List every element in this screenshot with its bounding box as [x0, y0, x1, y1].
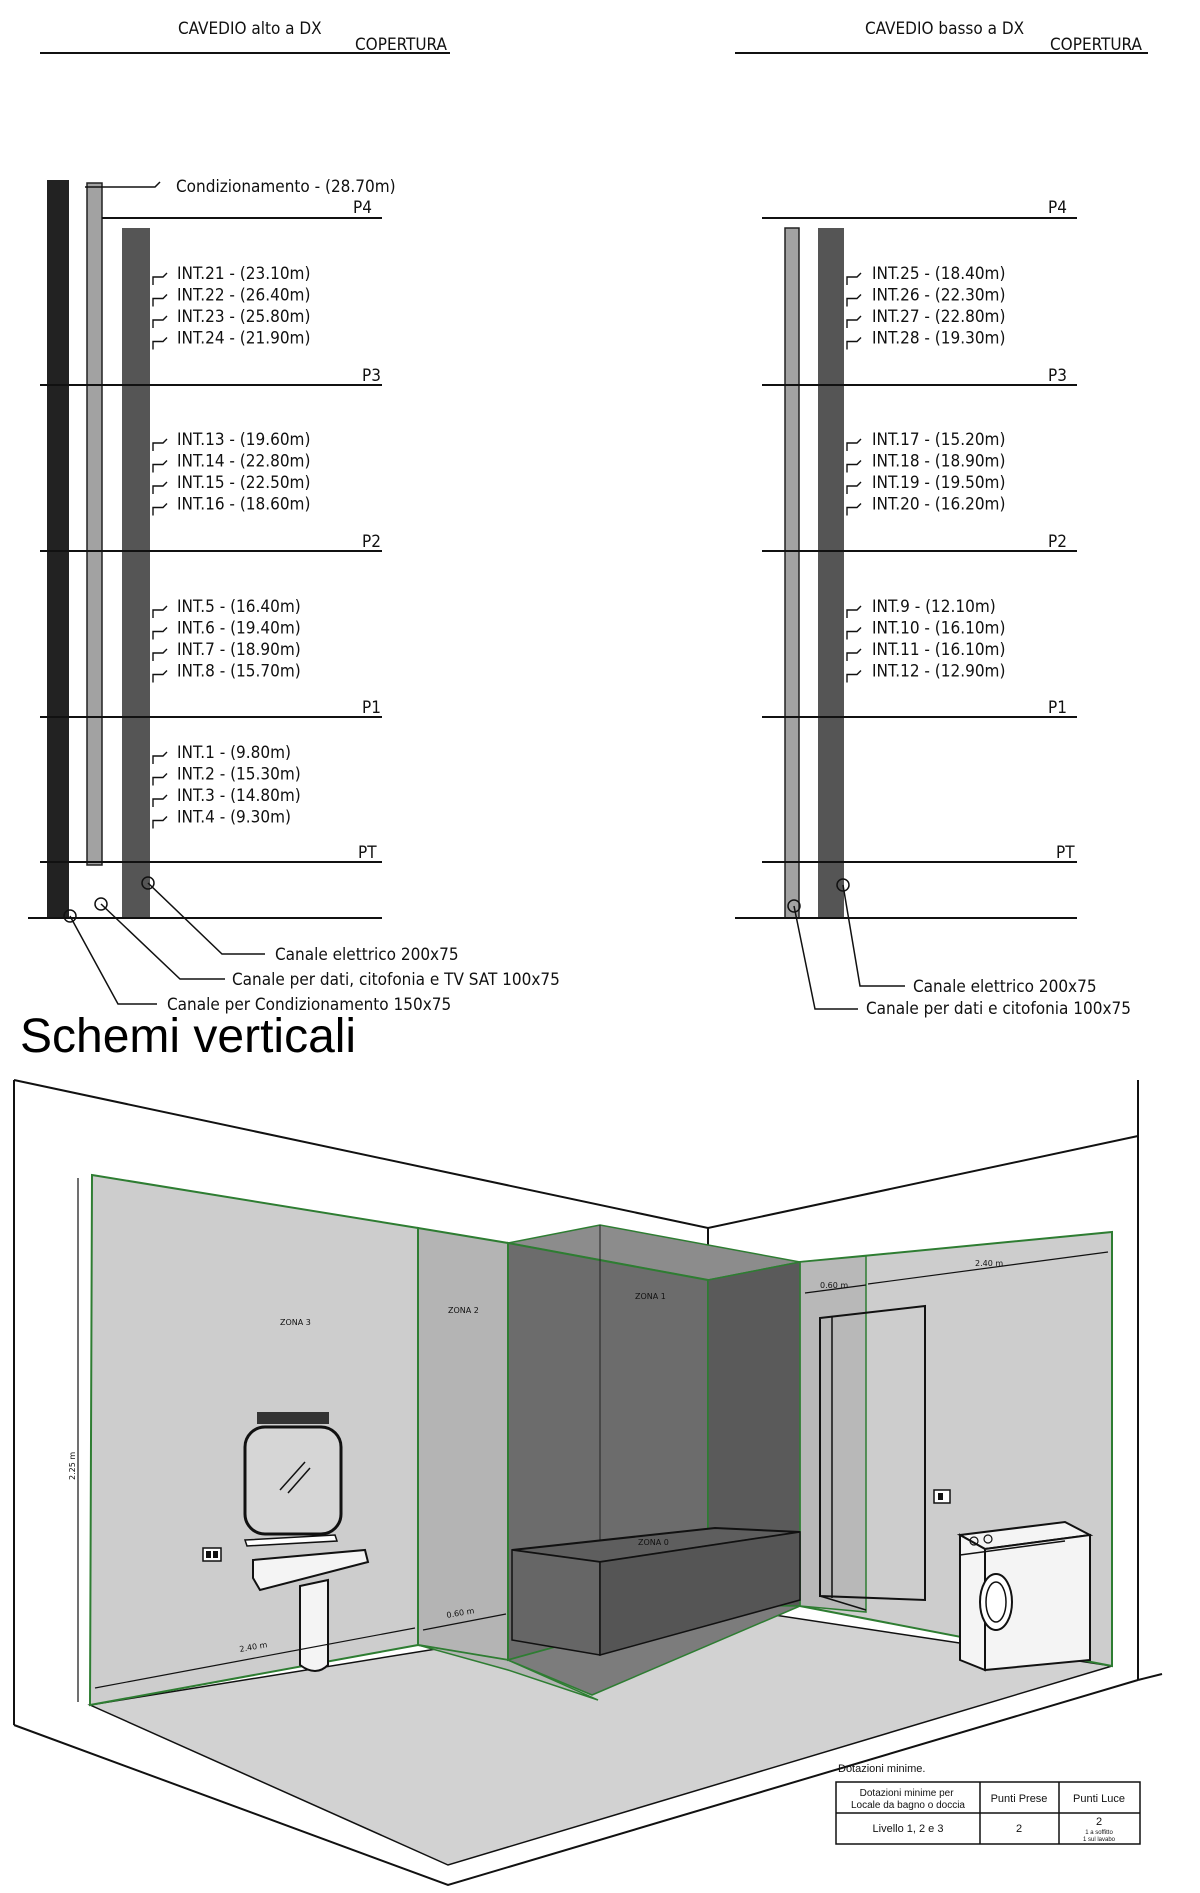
table-cell: 2 — [1095, 1816, 1103, 1828]
table-header: Punti Prese — [990, 1793, 1048, 1805]
leader-line — [153, 273, 167, 285]
table-caption: Dotazioni minime. — [838, 1763, 926, 1775]
floor-label: P4 — [353, 198, 372, 218]
leader-line — [153, 817, 167, 829]
interior-label: INT.1 - (9.80m) — [177, 743, 291, 763]
table-note: 1 a soffitto — [1085, 1830, 1113, 1836]
table-note: 1 sul lavabo — [1082, 1837, 1116, 1843]
dimension-label: 0.60 m — [445, 1606, 476, 1620]
interior-label: INT.21 - (23.10m) — [177, 264, 311, 284]
zone-2 — [418, 1228, 508, 1660]
leader-line — [153, 628, 167, 640]
interior-label: INT.10 - (16.10m) — [872, 618, 1006, 639]
leader-line — [153, 316, 167, 328]
interior-labels-right — [847, 264, 1005, 683]
dimension-label: 0.60 m — [820, 1281, 849, 1290]
roof-label: COPERTURA — [355, 35, 447, 55]
leader-line — [153, 606, 167, 618]
interior-label: INT.28 - (19.30m) — [872, 328, 1006, 349]
interior-label: INT.23 - (25.80m) — [177, 307, 311, 327]
condizionamento-label: Condizionamento - (28.70m) — [176, 177, 396, 197]
dotazioni-table — [836, 1763, 1140, 1844]
interior-label: INT.11 - (16.10m) — [872, 640, 1006, 660]
mirror-light — [257, 1412, 329, 1424]
interior-label: INT.26 - (22.30m) — [872, 285, 1006, 306]
leader-line — [847, 606, 861, 618]
interior-label: INT.12 - (12.90m) — [872, 661, 1006, 682]
interior-label: INT.27 - (22.80m) — [872, 307, 1006, 327]
zone-label: ZONA 2 — [448, 1306, 479, 1315]
leader-line — [847, 671, 861, 683]
interior-label: INT.8 - (15.70m) — [177, 661, 301, 682]
schema-cavedio-basso — [735, 19, 1148, 1019]
socket-icon — [934, 1490, 950, 1503]
floor-label: P1 — [362, 698, 381, 718]
legend-item: Canale per dati e citofonia 100x75 — [866, 999, 1131, 1019]
channel-dati — [87, 183, 102, 865]
interior-labels-left — [153, 264, 310, 829]
leader-line — [847, 273, 861, 285]
dimension-label: 2.25 m — [68, 1451, 77, 1480]
channel-condizionamento — [47, 180, 69, 918]
leader-line — [153, 774, 167, 786]
leader-line — [153, 461, 167, 473]
zone-label: ZONA 0 — [638, 1538, 669, 1547]
schema-title: CAVEDIO alto a DX — [178, 19, 322, 39]
interior-label: INT.2 - (15.30m) — [177, 764, 301, 785]
leader-line — [847, 316, 861, 328]
interior-label: INT.20 - (16.20m) — [872, 494, 1006, 515]
schema-cavedio-alto — [28, 19, 560, 1015]
leader-line — [153, 295, 167, 307]
leader-line — [153, 795, 167, 807]
interior-label: INT.19 - (19.50m) — [872, 473, 1006, 493]
zone-label: ZONA 3 — [280, 1318, 311, 1327]
channel-elettrico — [818, 228, 844, 918]
interior-label: INT.22 - (26.40m) — [177, 285, 311, 306]
zone-label: ZONA 1 — [635, 1292, 666, 1301]
floor-label: P2 — [362, 532, 381, 552]
leader-line — [847, 482, 861, 494]
table-header: Punti Luce — [1073, 1793, 1125, 1805]
legend-item: Canale elettrico 200x75 — [913, 977, 1097, 997]
channel-dati — [785, 228, 799, 918]
interior-label: INT.6 - (19.40m) — [177, 618, 301, 639]
leader-line — [153, 649, 167, 661]
bathroom-illustration — [14, 1080, 1162, 1885]
leader-line — [847, 649, 861, 661]
interior-label: INT.24 - (21.90m) — [177, 328, 311, 349]
floor-label: P3 — [1048, 366, 1067, 386]
interior-label: INT.14 - (22.80m) — [177, 451, 311, 472]
leader-line — [847, 504, 861, 516]
leader-line — [153, 482, 167, 494]
interior-label: INT.4 - (9.30m) — [177, 807, 291, 828]
interior-label: INT.25 - (18.40m) — [872, 264, 1006, 284]
leader-line — [153, 671, 167, 683]
interior-label: INT.15 - (22.50m) — [177, 473, 311, 493]
leader-line — [153, 338, 167, 350]
floor-label: P2 — [1048, 532, 1067, 552]
dimension-label: 2.40 m — [238, 1640, 269, 1654]
schema-title: CAVEDIO basso a DX — [865, 19, 1025, 39]
interior-label: INT.16 - (18.60m) — [177, 494, 311, 515]
interior-label: INT.9 - (12.10m) — [872, 597, 996, 617]
leader-line — [153, 439, 167, 451]
legend-item: Canale per Condizionamento 150x75 — [167, 995, 452, 1015]
floor-label: PT — [1056, 843, 1075, 863]
legend-item: Canale elettrico 200x75 — [275, 945, 459, 965]
roof-label: COPERTURA — [1050, 35, 1142, 55]
mirror — [245, 1427, 341, 1534]
leader-line — [847, 628, 861, 640]
interior-label: INT.18 - (18.90m) — [872, 451, 1006, 472]
leader-line — [153, 752, 167, 764]
interior-label: INT.17 - (15.20m) — [872, 430, 1006, 450]
table-cell: 2 — [1015, 1823, 1023, 1835]
floor-label: PT — [358, 843, 377, 863]
leader-line — [847, 439, 861, 451]
floor-label: P3 — [362, 366, 381, 386]
leader-line — [847, 295, 861, 307]
leader-line — [153, 504, 167, 516]
dimension-label: 2.40 m — [975, 1259, 1004, 1268]
legend-item: Canale per dati, citofonia e TV SAT 100x75 — [232, 970, 560, 990]
interior-label: INT.3 - (14.80m) — [177, 786, 301, 806]
leader-line — [847, 338, 861, 350]
table-header: Dotazioni minime per Locale da bagno o doccia — [851, 1788, 965, 1811]
interior-label: INT.5 - (16.40m) — [177, 597, 301, 617]
interior-label: INT.13 - (19.60m) — [177, 430, 311, 450]
channel-elettrico — [122, 228, 150, 918]
table-cell: Livello 1, 2 e 3 — [872, 1823, 944, 1835]
floor-label: P1 — [1048, 698, 1067, 718]
section-title: Schemi verticali — [20, 1010, 357, 1063]
interior-label: INT.7 - (18.90m) — [177, 640, 301, 660]
floor-label: P4 — [1048, 198, 1067, 218]
leader-line — [847, 461, 861, 473]
socket-icon — [203, 1548, 221, 1561]
